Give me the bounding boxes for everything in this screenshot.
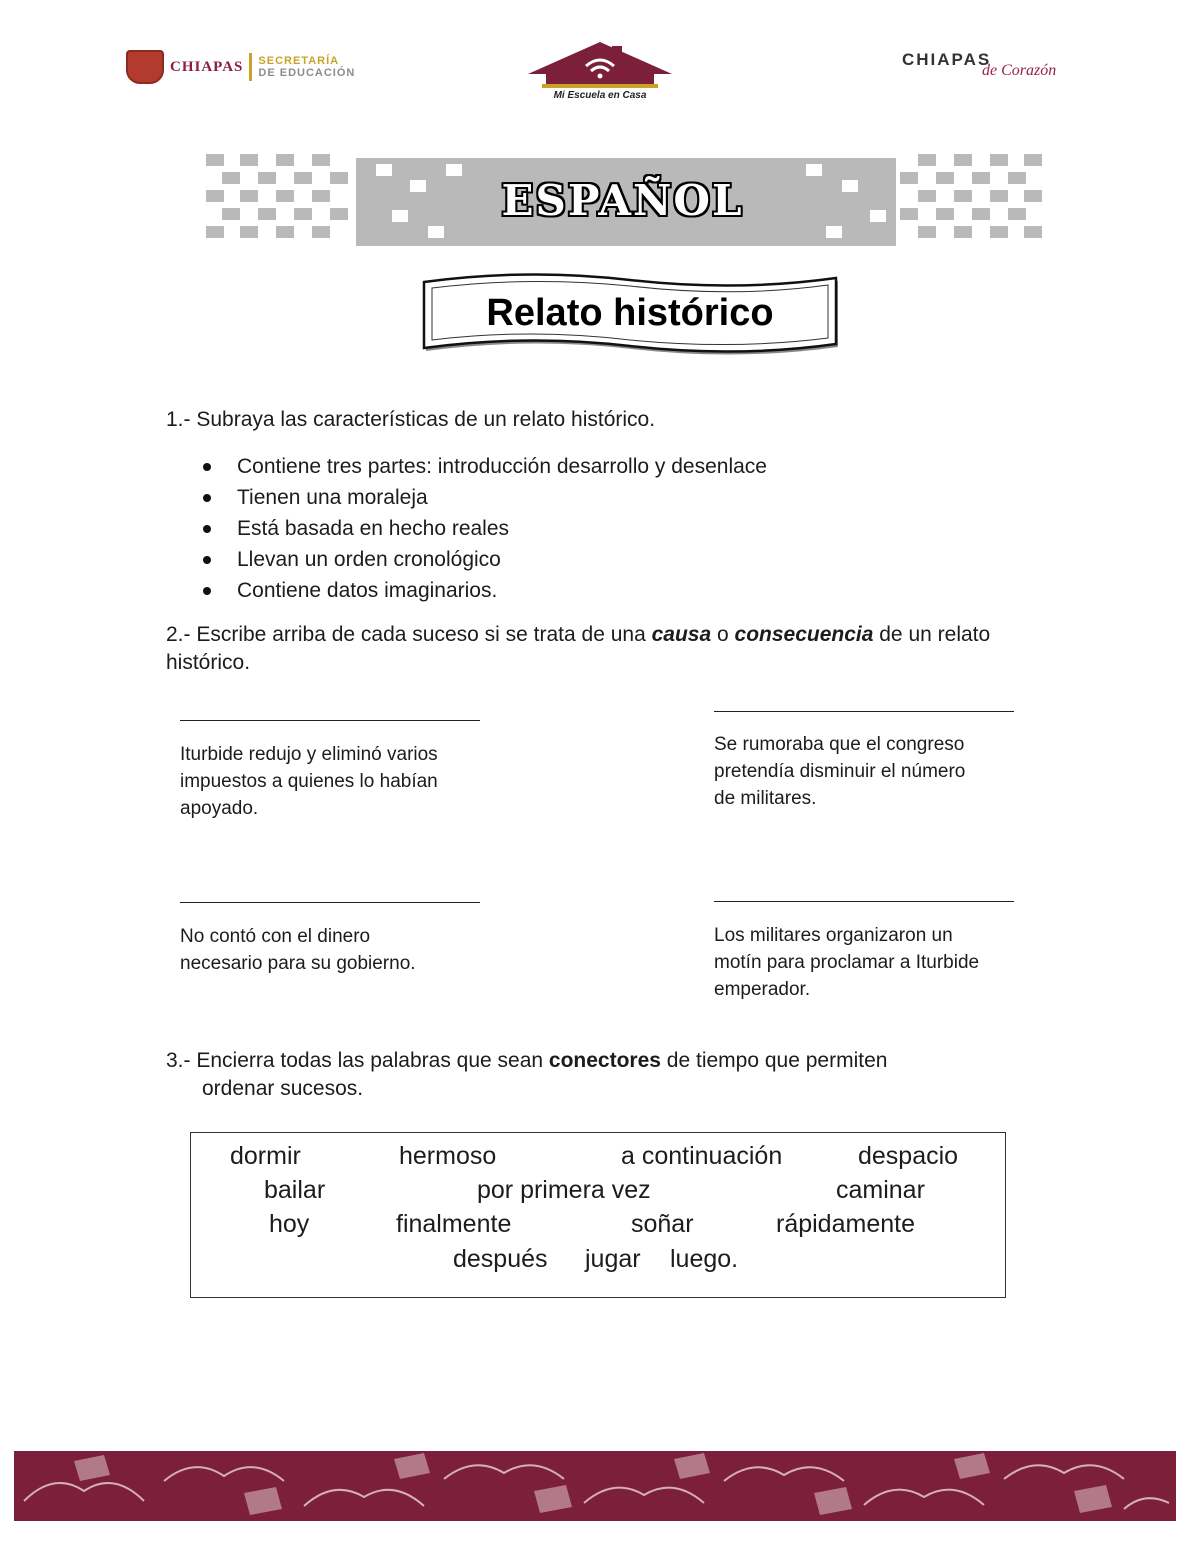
option-item: Tienen una moraleja — [200, 482, 767, 513]
word-item[interactable]: rápidamente — [776, 1210, 915, 1238]
event-line: apoyado. — [180, 798, 259, 819]
answer-line-1[interactable] — [180, 720, 480, 721]
answer-line-3[interactable] — [180, 902, 480, 903]
word-item[interactable]: después — [453, 1245, 548, 1273]
worksheet-title: Relato histórico — [486, 292, 774, 334]
logo-brand-text: CHIAPAS — [170, 58, 244, 75]
event-2 — [714, 731, 965, 812]
event-line: de militares. — [714, 788, 817, 809]
event-4 — [714, 922, 979, 1003]
subject-title: ESPAÑOL — [501, 176, 744, 225]
event-line: Se rumoraba que el congreso — [714, 734, 965, 755]
question-3-line2: ordenar sucesos. — [202, 1077, 364, 1100]
option-item: Contiene datos imaginarios. — [200, 575, 767, 606]
option-item: Está basada en hecho reales — [200, 513, 767, 544]
word-item[interactable]: soñar — [631, 1210, 694, 1238]
question-3 — [166, 1047, 1026, 1103]
chiapas-secretaria-logo — [126, 50, 355, 84]
chiapas-de-corazon-logo — [902, 50, 1072, 79]
question-3-prefix: 3.- Encierra todas las palabras que sean — [166, 1049, 549, 1072]
event-line: emperador. — [714, 979, 811, 1000]
event-line: impuestos a quienes lo habían — [180, 771, 438, 792]
word-item[interactable]: jugar — [585, 1245, 641, 1273]
event-line: pretendía disminuir el número — [714, 761, 966, 782]
keyword-causa: causa — [651, 623, 712, 646]
word-item[interactable]: hermoso — [399, 1142, 497, 1170]
logo-line2: DE EDUCACIÓN — [258, 67, 356, 79]
question-1: 1.- Subraya las características de un relato histórico. — [166, 408, 656, 431]
logo-right-word2: de Corazón — [982, 62, 1057, 79]
event-line: Los militares organizaron un — [714, 925, 953, 946]
word-item[interactable]: caminar — [836, 1176, 925, 1204]
word-item[interactable]: por primera vez — [477, 1176, 651, 1204]
event-line: Iturbide redujo y eliminó varios — [180, 744, 438, 765]
word-item[interactable]: dormir — [230, 1142, 301, 1170]
event-line: No contó con el dinero — [180, 926, 371, 947]
question-2-suffix: de un relato histórico. — [166, 623, 991, 674]
word-item[interactable]: despacio — [858, 1142, 959, 1170]
event-line: motín para proclamar a Iturbide — [714, 952, 980, 973]
mi-escuela-en-casa-logo — [520, 40, 680, 104]
keyword-consecuencia: consecuencia — [734, 623, 874, 646]
logo-caption: Mi Escuela en Casa — [553, 90, 647, 101]
answer-line-4[interactable] — [714, 901, 1014, 902]
event-line: necesario para su gobierno. — [180, 953, 416, 974]
books-footer-banner — [14, 1451, 1176, 1521]
option-item: Contiene tres partes: introducción desarrollo y desenlace — [200, 451, 767, 482]
question-2-middle: o — [711, 623, 735, 646]
question-2-prefix: 2.- Escribe arriba de cada suceso si se trata de una — [166, 623, 652, 646]
question-1-options — [200, 451, 767, 606]
question-3-suffix: de tiempo que permiten — [660, 1049, 888, 1072]
coat-of-arms-icon — [126, 50, 164, 84]
logo-line1: SECRETARÍA — [258, 55, 340, 67]
question-2 — [166, 621, 1046, 677]
word-item[interactable]: finalmente — [396, 1210, 512, 1238]
logo-right-word1: CHIAPAS — [902, 50, 992, 69]
word-item[interactable]: hoy — [269, 1210, 310, 1238]
keyword-conectores: conectores — [548, 1049, 661, 1072]
event-3 — [180, 923, 416, 977]
word-item[interactable]: luego. — [670, 1245, 739, 1273]
answer-line-2[interactable] — [714, 711, 1014, 712]
word-item[interactable]: a continuación — [621, 1142, 783, 1170]
option-item: Llevan un orden cronológico — [200, 544, 767, 575]
logo-divider — [249, 53, 252, 81]
event-1 — [180, 741, 438, 822]
word-item[interactable]: bailar — [264, 1176, 326, 1204]
